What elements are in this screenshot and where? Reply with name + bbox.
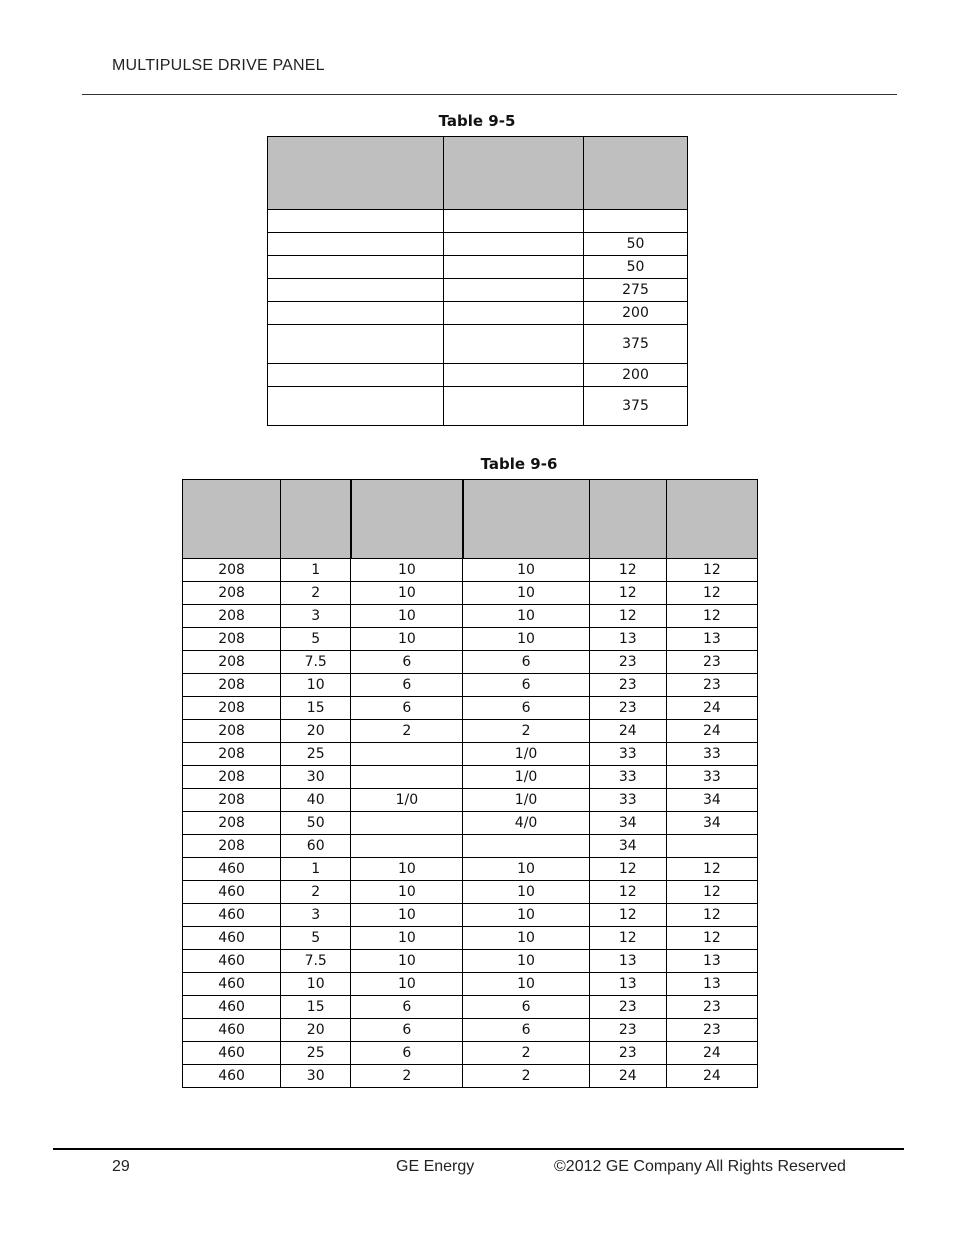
table-cell: 23 xyxy=(666,996,757,1019)
table-cell: 33 xyxy=(666,743,757,766)
table-cell: 10 xyxy=(351,858,463,881)
table-cell: 50 xyxy=(584,256,688,279)
table-cell: 24 xyxy=(666,1042,757,1065)
table-row xyxy=(268,325,688,364)
table-row xyxy=(183,973,758,996)
table-cell: 15 xyxy=(281,996,351,1019)
table-cell xyxy=(268,325,444,364)
table-cell: 460 xyxy=(183,881,281,904)
table-row xyxy=(183,743,758,766)
table-cell xyxy=(268,387,444,426)
table-row xyxy=(268,256,688,279)
table-row xyxy=(183,950,758,973)
table-cell: 10 xyxy=(463,973,589,996)
table-cell: 50 xyxy=(281,812,351,835)
table-cell xyxy=(268,210,444,233)
table-cell: 23 xyxy=(589,697,666,720)
table-cell: 2 xyxy=(463,1042,589,1065)
table-cell: 10 xyxy=(351,973,463,996)
table-cell: 2 xyxy=(281,881,351,904)
table-cell: 12 xyxy=(589,881,666,904)
footer-company: GE Energy xyxy=(396,1158,475,1175)
table-cell: 375 xyxy=(584,325,688,364)
table-cell: 200 xyxy=(584,302,688,325)
table-cell: 33 xyxy=(589,766,666,789)
table-cell: 10 xyxy=(351,559,463,582)
table-row xyxy=(183,605,758,628)
table-row xyxy=(183,651,758,674)
table-cell: 460 xyxy=(183,1042,281,1065)
table-cell: 208 xyxy=(183,812,281,835)
table-cell: 208 xyxy=(183,582,281,605)
table-cell: 208 xyxy=(183,766,281,789)
table-row xyxy=(268,279,688,302)
table-cell: 208 xyxy=(183,743,281,766)
table-cell: 208 xyxy=(183,605,281,628)
table-cell: 23 xyxy=(666,651,757,674)
table-cell: 6 xyxy=(351,1042,463,1065)
table-cell xyxy=(584,210,688,233)
table-cell: 200 xyxy=(584,364,688,387)
table-cell: 460 xyxy=(183,927,281,950)
table-cell: 10 xyxy=(351,904,463,927)
table-cell: 34 xyxy=(666,812,757,835)
table-row xyxy=(268,210,688,233)
table-cell: 12 xyxy=(589,927,666,950)
table-cell: 10 xyxy=(463,904,589,927)
table-cell: 6 xyxy=(351,1019,463,1042)
table-cell: 208 xyxy=(183,697,281,720)
page-header-title: MULTIPULSE DRIVE PANEL xyxy=(112,57,325,74)
table-cell: 13 xyxy=(589,628,666,651)
table-header-row xyxy=(183,480,758,559)
table-cell xyxy=(444,325,584,364)
table-cell xyxy=(444,387,584,426)
table-row xyxy=(268,387,688,426)
table-row xyxy=(183,720,758,743)
table-row xyxy=(183,835,758,858)
header-cell xyxy=(268,137,444,210)
table-cell: 30 xyxy=(281,1065,351,1088)
table-cell: 208 xyxy=(183,720,281,743)
table-row xyxy=(183,812,758,835)
table-row xyxy=(183,766,758,789)
table-cell: 10 xyxy=(463,582,589,605)
table-cell: 10 xyxy=(281,674,351,697)
table-cell: 24 xyxy=(666,697,757,720)
page-number: 29 xyxy=(112,1158,130,1175)
table-cell xyxy=(463,835,589,858)
header-cell xyxy=(584,137,688,210)
table-cell: 460 xyxy=(183,950,281,973)
table-cell: 33 xyxy=(589,789,666,812)
table-cell xyxy=(444,302,584,325)
table-cell xyxy=(268,233,444,256)
table-cell: 10 xyxy=(351,927,463,950)
table-cell: 275 xyxy=(584,279,688,302)
table-cell: 6 xyxy=(351,674,463,697)
table-row xyxy=(183,582,758,605)
table-cell: 12 xyxy=(666,927,757,950)
table-row xyxy=(183,1042,758,1065)
table-row xyxy=(183,858,758,881)
table-cell: 10 xyxy=(463,858,589,881)
table-cell: 30 xyxy=(281,766,351,789)
table-cell: 4/0 xyxy=(463,812,589,835)
table-cell: 13 xyxy=(666,973,757,996)
table-9-5-caption: Table 9-5 xyxy=(438,112,516,130)
table-cell: 50 xyxy=(584,233,688,256)
footer-copyright: ©2012 GE Company All Rights Reserved xyxy=(554,1158,846,1175)
table-row xyxy=(183,789,758,812)
table-cell: 3 xyxy=(281,605,351,628)
table-cell: 6 xyxy=(463,1019,589,1042)
table-9-5 xyxy=(267,136,688,426)
table-cell: 6 xyxy=(463,996,589,1019)
table-cell: 7.5 xyxy=(281,950,351,973)
table-cell: 460 xyxy=(183,973,281,996)
table-cell: 20 xyxy=(281,720,351,743)
table-cell: 5 xyxy=(281,927,351,950)
table-9-6-caption: Table 9-6 xyxy=(480,455,558,473)
table-cell: 1/0 xyxy=(463,789,589,812)
table-cell: 460 xyxy=(183,1065,281,1088)
table-cell: 13 xyxy=(589,973,666,996)
table-row xyxy=(268,233,688,256)
table-cell: 34 xyxy=(589,812,666,835)
table-cell xyxy=(666,835,757,858)
table-cell: 10 xyxy=(463,559,589,582)
header-cell xyxy=(589,480,666,559)
table-cell xyxy=(351,812,463,835)
table-row xyxy=(268,364,688,387)
table-cell: 24 xyxy=(666,1065,757,1088)
table-cell: 23 xyxy=(666,674,757,697)
table-cell: 1/0 xyxy=(351,789,463,812)
table-cell: 12 xyxy=(666,559,757,582)
table-cell: 2 xyxy=(463,720,589,743)
table-cell: 10 xyxy=(463,628,589,651)
table-row xyxy=(183,674,758,697)
table-cell: 23 xyxy=(666,1019,757,1042)
table-cell: 23 xyxy=(589,1042,666,1065)
table-cell: 6 xyxy=(463,674,589,697)
table-cell: 10 xyxy=(351,628,463,651)
table-cell: 6 xyxy=(463,651,589,674)
table-cell xyxy=(444,364,584,387)
table-cell: 12 xyxy=(589,904,666,927)
table-cell: 25 xyxy=(281,1042,351,1065)
table-cell: 460 xyxy=(183,996,281,1019)
table-cell xyxy=(351,835,463,858)
table-cell: 2 xyxy=(351,720,463,743)
table-cell: 208 xyxy=(183,835,281,858)
table-cell: 40 xyxy=(281,789,351,812)
table-cell: 10 xyxy=(463,605,589,628)
table-row xyxy=(183,904,758,927)
table-cell: 2 xyxy=(463,1065,589,1088)
table-cell: 2 xyxy=(351,1065,463,1088)
table-cell: 10 xyxy=(463,881,589,904)
header-cell xyxy=(463,480,589,559)
table-cell: 12 xyxy=(589,559,666,582)
table-cell: 6 xyxy=(351,651,463,674)
table-cell: 7.5 xyxy=(281,651,351,674)
table-cell xyxy=(268,256,444,279)
table-cell: 23 xyxy=(589,1019,666,1042)
table-cell: 24 xyxy=(666,720,757,743)
table-cell: 460 xyxy=(183,858,281,881)
table-cell: 2 xyxy=(281,582,351,605)
table-row xyxy=(183,1065,758,1088)
table-row xyxy=(183,996,758,1019)
table-cell xyxy=(444,279,584,302)
table-cell: 23 xyxy=(589,674,666,697)
table-cell: 23 xyxy=(589,651,666,674)
table-cell: 24 xyxy=(589,1065,666,1088)
table-cell: 10 xyxy=(281,973,351,996)
table-cell: 25 xyxy=(281,743,351,766)
table-cell xyxy=(444,233,584,256)
header-cell xyxy=(351,480,463,559)
header-divider xyxy=(82,94,897,95)
table-cell: 10 xyxy=(463,927,589,950)
table-cell: 208 xyxy=(183,628,281,651)
table-row xyxy=(183,697,758,720)
table-header-row xyxy=(268,137,688,210)
table-cell: 34 xyxy=(666,789,757,812)
table-cell: 208 xyxy=(183,651,281,674)
table-cell: 12 xyxy=(666,881,757,904)
table-cell: 1 xyxy=(281,858,351,881)
table-cell: 10 xyxy=(351,605,463,628)
table-cell: 208 xyxy=(183,559,281,582)
table-cell: 375 xyxy=(584,387,688,426)
table-cell: 12 xyxy=(589,605,666,628)
table-row xyxy=(183,927,758,950)
table-cell: 33 xyxy=(666,766,757,789)
table-cell: 10 xyxy=(351,881,463,904)
table-cell: 12 xyxy=(589,582,666,605)
table-cell: 60 xyxy=(281,835,351,858)
table-cell: 1/0 xyxy=(463,766,589,789)
table-row xyxy=(183,1019,758,1042)
table-cell xyxy=(444,256,584,279)
table-cell: 20 xyxy=(281,1019,351,1042)
table-cell xyxy=(444,210,584,233)
table-cell: 12 xyxy=(666,904,757,927)
table-row xyxy=(268,302,688,325)
table-cell: 12 xyxy=(666,582,757,605)
footer-divider xyxy=(53,1148,904,1150)
table-cell: 6 xyxy=(351,996,463,1019)
table-cell: 13 xyxy=(666,950,757,973)
header-cell xyxy=(281,480,351,559)
table-cell: 13 xyxy=(666,628,757,651)
table-cell: 34 xyxy=(589,835,666,858)
table-cell: 208 xyxy=(183,674,281,697)
table-cell xyxy=(268,279,444,302)
table-cell xyxy=(268,364,444,387)
table-cell: 13 xyxy=(589,950,666,973)
table-cell: 12 xyxy=(666,858,757,881)
table-cell: 24 xyxy=(589,720,666,743)
table-cell: 460 xyxy=(183,1019,281,1042)
table-row xyxy=(183,881,758,904)
table-cell: 460 xyxy=(183,904,281,927)
header-cell xyxy=(666,480,757,559)
table-cell: 5 xyxy=(281,628,351,651)
table-cell: 10 xyxy=(463,950,589,973)
table-cell xyxy=(268,302,444,325)
table-cell: 3 xyxy=(281,904,351,927)
table-row xyxy=(183,628,758,651)
table-9-6 xyxy=(182,479,758,1088)
table-row xyxy=(183,559,758,582)
table-cell: 15 xyxy=(281,697,351,720)
table-cell: 6 xyxy=(351,697,463,720)
table-cell: 23 xyxy=(589,996,666,1019)
table-cell: 1 xyxy=(281,559,351,582)
header-cell xyxy=(444,137,584,210)
table-cell xyxy=(351,766,463,789)
table-cell: 10 xyxy=(351,582,463,605)
table-cell: 10 xyxy=(351,950,463,973)
table-cell: 208 xyxy=(183,789,281,812)
table-cell: 1/0 xyxy=(463,743,589,766)
table-cell: 6 xyxy=(463,697,589,720)
header-cell xyxy=(183,480,281,559)
table-cell: 33 xyxy=(589,743,666,766)
table-cell: 12 xyxy=(666,605,757,628)
table-cell xyxy=(351,743,463,766)
table-cell: 12 xyxy=(589,858,666,881)
